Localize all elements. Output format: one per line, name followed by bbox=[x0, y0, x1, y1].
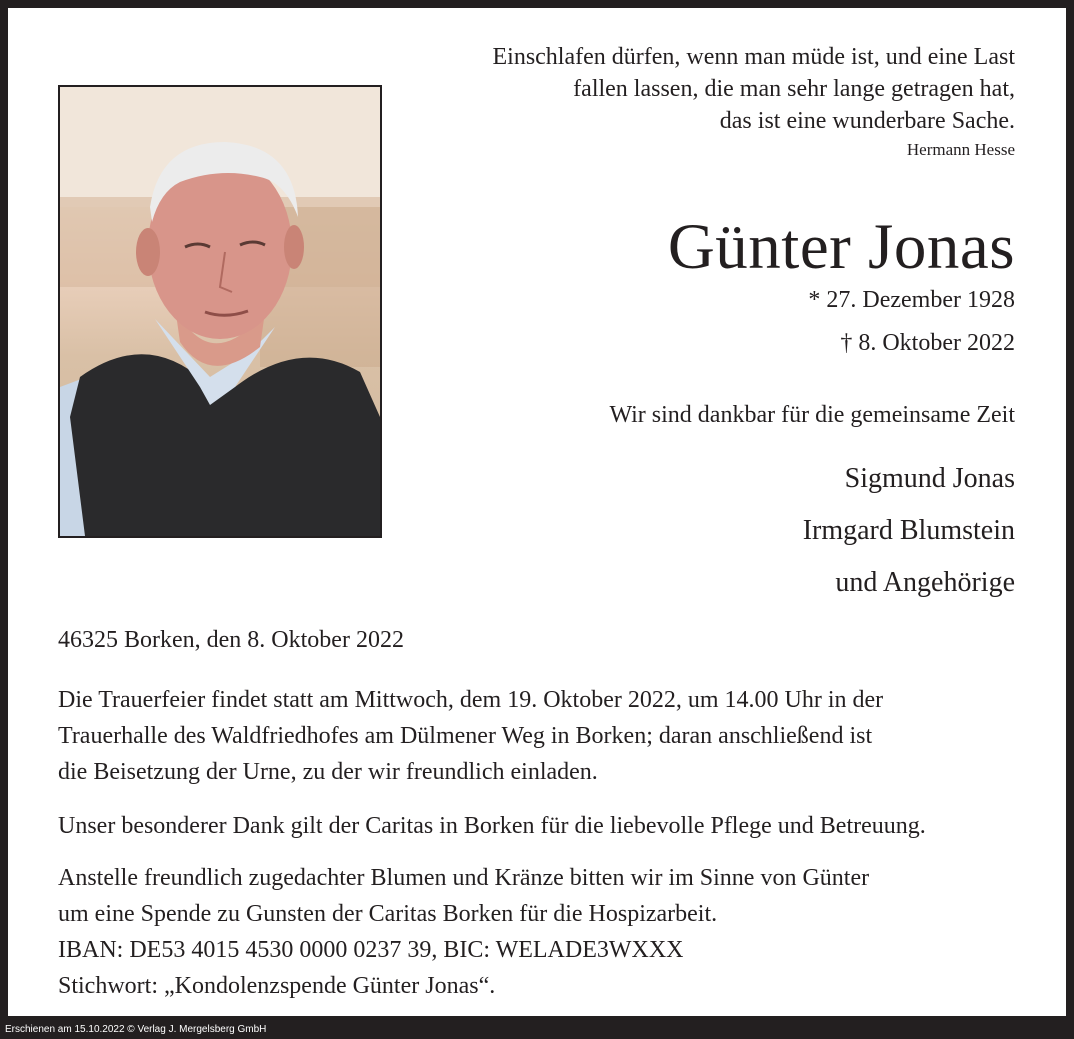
mourner-name: Sigmund Jonas bbox=[844, 463, 1015, 494]
mourner-name: und Angehörige bbox=[835, 567, 1015, 598]
service-line: Die Trauerfeier findet statt am Mittwoch, dem 19. Oktober 2022, um 14.00 Uhr in der bbox=[58, 687, 884, 713]
quote-line: das ist eine wunderbare Sache. bbox=[719, 108, 1015, 134]
place-date: 46325 Borken, den 8. Oktober 2022 bbox=[58, 627, 404, 653]
birth-date: * 27. Dezember 1928 bbox=[808, 287, 1015, 313]
thanks-line: Wir sind dankbar für die gemeinsame Zeit bbox=[609, 402, 1015, 428]
donation-text bbox=[58, 860, 869, 1004]
donation-line: Anstelle freundlich zugedachter Blumen und Kränze bitten wir im Sinne von Günter bbox=[58, 865, 870, 891]
funeral-service-text bbox=[58, 682, 883, 790]
donation-line: um eine Spende zu Gunsten der Caritas Borken für die Hospizarbeit. bbox=[58, 901, 718, 927]
quote-line: fallen lassen, die man sehr lange getragen hat, bbox=[573, 76, 1015, 102]
publication-footer: Erschienen am 15.10.2022 © Verlag J. Mergelsberg GmbH bbox=[5, 1024, 267, 1035]
death-date: † 8. Oktober 2022 bbox=[840, 330, 1015, 356]
service-line: die Beisetzung der Urne, zu der wir freundlich einladen. bbox=[58, 759, 598, 785]
quote-author: Hermann Hesse bbox=[906, 140, 1015, 159]
portrait-photo bbox=[58, 85, 382, 538]
mourner-name: Irmgard Blumstein bbox=[802, 515, 1015, 546]
portrait-illustration bbox=[60, 87, 380, 536]
donation-line: Stichwort: „Kondolenzspende Günter Jonas“. bbox=[58, 973, 496, 999]
quote-line: Einschlafen dürfen, wenn man müde ist, und eine Last bbox=[492, 44, 1015, 70]
service-line: Trauerhalle des Waldfriedhofes am Dülmener Weg in Borken; daran anschließend ist bbox=[58, 723, 873, 749]
quote-block bbox=[492, 41, 1015, 137]
gratitude-text: Unser besonderer Dank gilt der Caritas in Borken für die liebevolle Pflege und Betreuung. bbox=[58, 813, 926, 839]
obituary-card bbox=[8, 8, 1066, 1016]
deceased-name: Günter Jonas bbox=[667, 211, 1015, 283]
donation-line: IBAN: DE53 4015 4530 0000 0237 39, BIC: WELADE3WXXX bbox=[58, 937, 684, 963]
